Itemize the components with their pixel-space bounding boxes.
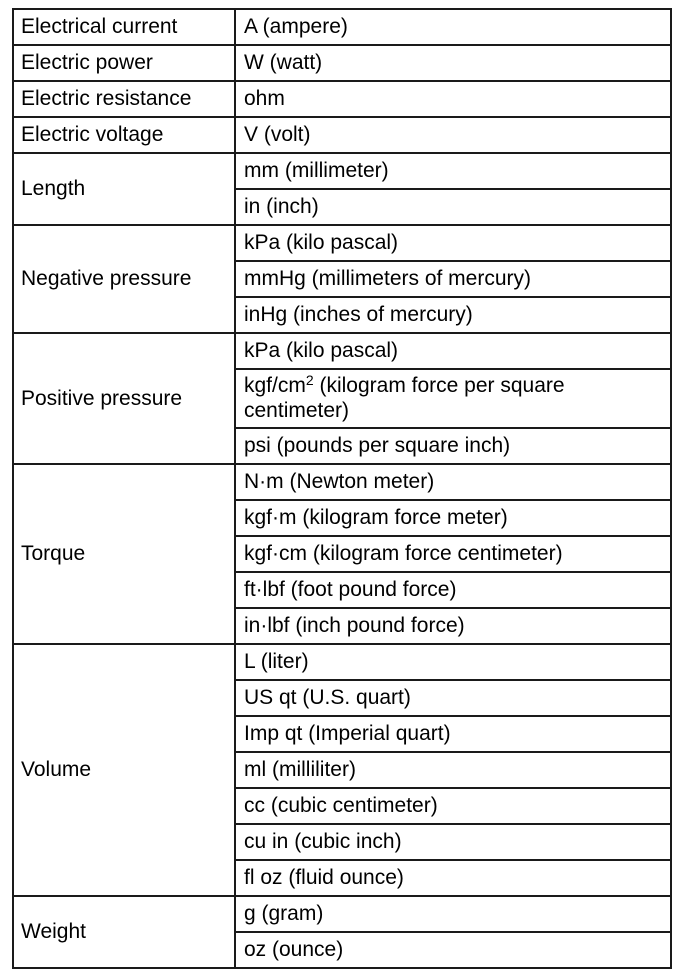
table-row [13, 644, 671, 680]
table-row [13, 153, 671, 189]
quantity-volume: Volume [13, 644, 235, 896]
unit-cubic-inch: cu in (cubic inch) [235, 824, 671, 860]
unit-kgf-per-cm2-exponent: 2 [305, 372, 314, 388]
unit-inch-pound-force: in·lbf (inch pound force) [235, 608, 671, 644]
unit-inhg: inHg (inches of mercury) [235, 297, 671, 333]
table-row [13, 464, 671, 500]
unit-imperial-quart: Imp qt (Imperial quart) [235, 716, 671, 752]
unit-inch: in (inch) [235, 189, 671, 225]
unit-gram: g (gram) [235, 896, 671, 932]
unit-watt: W (watt) [235, 45, 671, 81]
unit-psi: psi (pounds per square inch) [235, 428, 671, 464]
table-row [13, 9, 671, 45]
unit-kgf-meter: kgf·m (kilogram force meter) [235, 500, 671, 536]
quantity-length: Length [13, 153, 235, 225]
unit-ohm: ohm [235, 81, 671, 117]
unit-kgf-per-cm2-base: kgf/cm [244, 374, 306, 397]
units-of-measure-table [12, 8, 672, 969]
unit-table-sheet [12, 8, 670, 969]
unit-ounce: oz (ounce) [235, 932, 671, 968]
quantity-electric-resistance: Electric resistance [13, 81, 235, 117]
unit-millimeter: mm (millimeter) [235, 153, 671, 189]
unit-kgf-per-cm2 [235, 369, 671, 428]
table-row [13, 225, 671, 261]
quantity-negative-pressure: Negative pressure [13, 225, 235, 333]
unit-kgf-per-cm2-description: (kilogram force per square centimeter) [244, 374, 565, 422]
unit-volt: V (volt) [235, 117, 671, 153]
quantity-torque: Torque [13, 464, 235, 644]
unit-kilo-pascal-positive: kPa (kilo pascal) [235, 333, 671, 369]
unit-mmhg: mmHg (millimeters of mercury) [235, 261, 671, 297]
unit-us-quart: US qt (U.S. quart) [235, 680, 671, 716]
unit-cubic-centimeter: cc (cubic centimeter) [235, 788, 671, 824]
table-row [13, 333, 671, 369]
unit-kgf-centimeter: kgf·cm (kilogram force centimeter) [235, 536, 671, 572]
quantity-weight: Weight [13, 896, 235, 968]
quantity-electrical-current: Electrical current [13, 9, 235, 45]
unit-kilo-pascal-negative: kPa (kilo pascal) [235, 225, 671, 261]
unit-ampere: A (ampere) [235, 9, 671, 45]
quantity-electric-power: Electric power [13, 45, 235, 81]
quantity-electric-voltage: Electric voltage [13, 117, 235, 153]
unit-newton-meter: N·m (Newton meter) [235, 464, 671, 500]
unit-milliliter: ml (milliliter) [235, 752, 671, 788]
table-row [13, 117, 671, 153]
table-row [13, 45, 671, 81]
quantity-positive-pressure: Positive pressure [13, 333, 235, 464]
table-row [13, 81, 671, 117]
table-row [13, 896, 671, 932]
unit-foot-pound-force: ft·lbf (foot pound force) [235, 572, 671, 608]
unit-liter: L (liter) [235, 644, 671, 680]
unit-fluid-ounce: fl oz (fluid ounce) [235, 860, 671, 896]
